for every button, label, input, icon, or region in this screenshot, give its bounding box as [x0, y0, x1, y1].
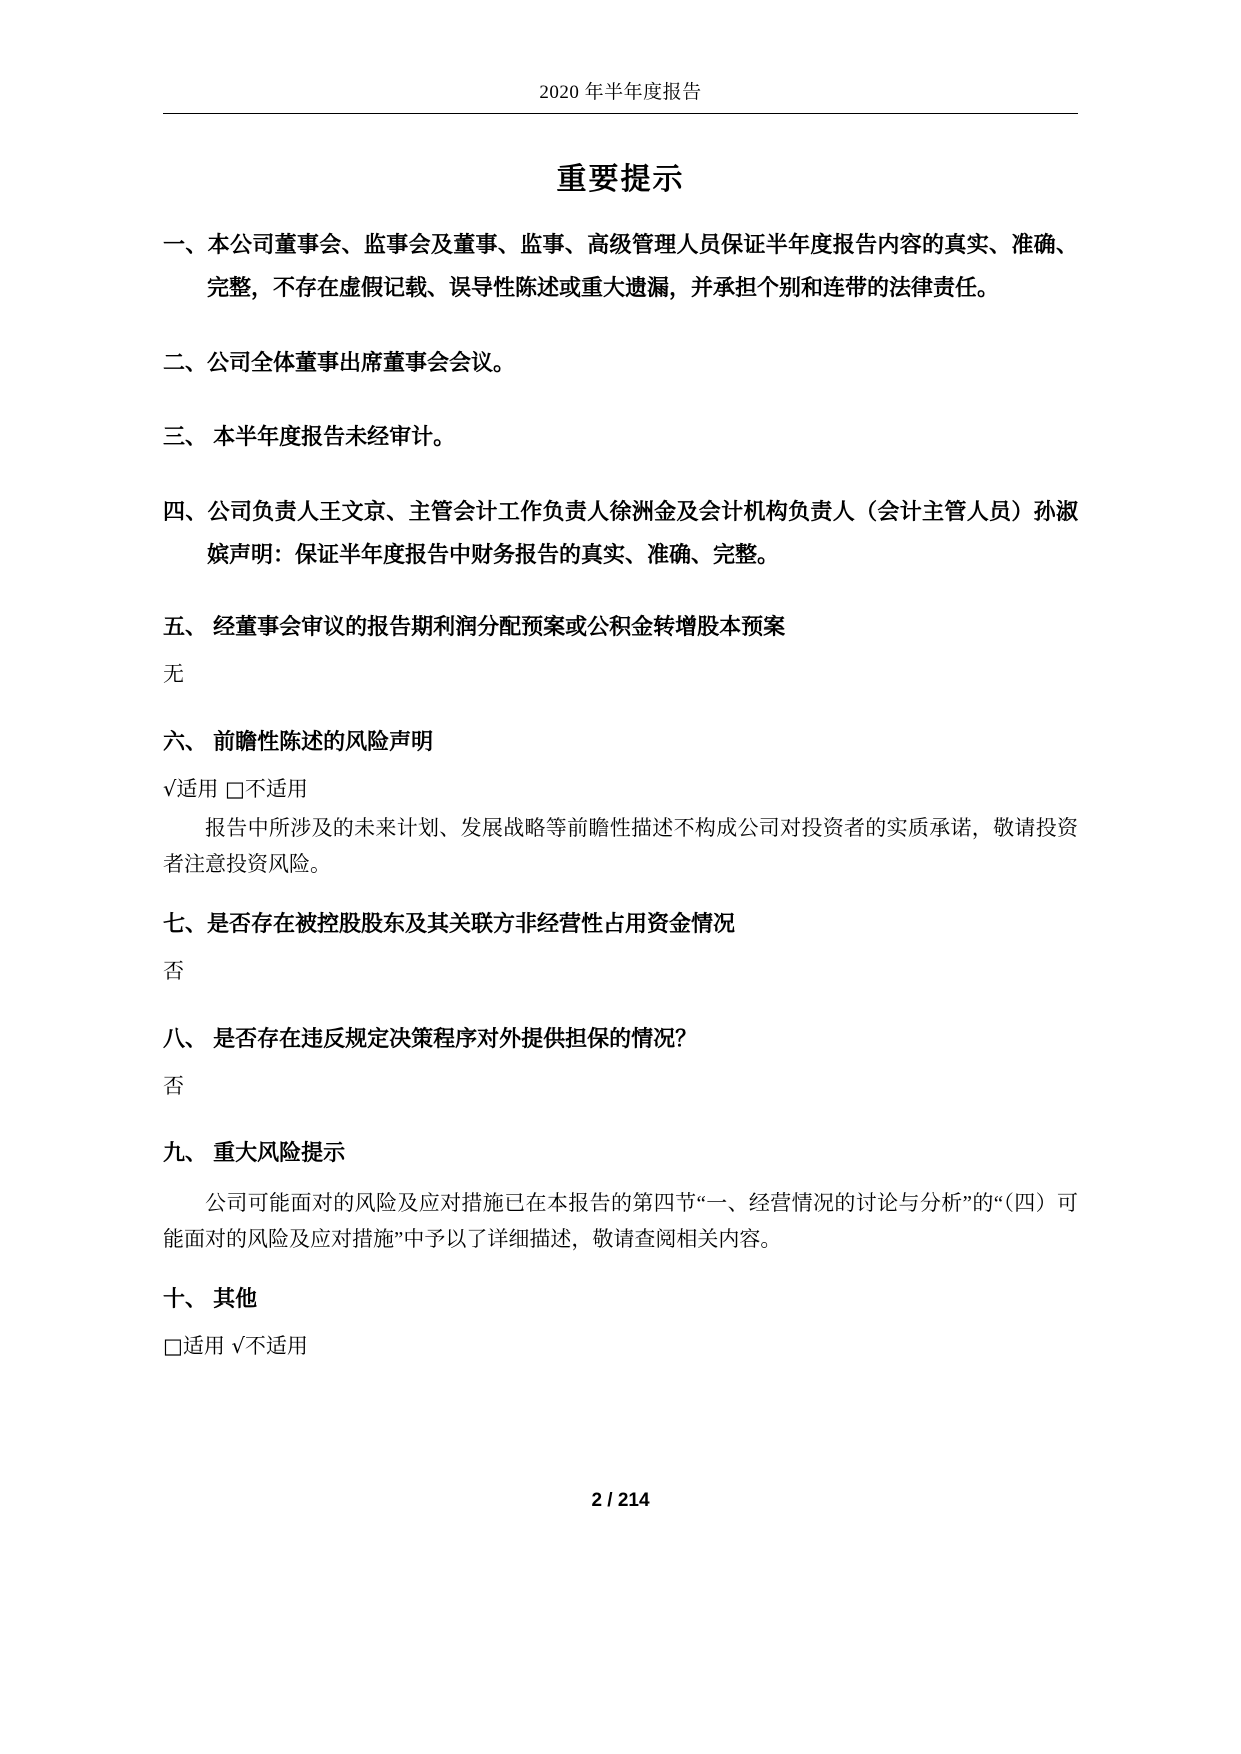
- notice-item-5-heading: 五、 经董事会审议的报告期利润分配预案或公积金转增股本预案: [163, 614, 786, 640]
- notice-item-9-heading: 九、 重大风险提示: [163, 1140, 346, 1166]
- notice-item-4: 四、公司负责人王文京、主管会计工作负责人徐洲金及会计机构负责人（会计主管人员）孙淑嫔声明：保证半年度报告中财务报告的真实、准确、完整。: [163, 499, 1078, 568]
- notice-item-10-options[interactable]: □适用 √不适用: [163, 1334, 308, 1359]
- notice-item-1: 一、本公司董事会、监事会及董事、监事、高级管理人员保证半年度报告内容的真实、准确、完整，不存在虚假记载、误导性陈述或重大遗漏，并承担个别和连带的法律责任。: [163, 231, 1078, 300]
- notice-item-2: 二、公司全体董事出席董事会会议。: [163, 349, 516, 375]
- page-footer: 2 / 214: [591, 1490, 650, 1511]
- notice-item-5-body: 无: [163, 662, 184, 687]
- notice-item-7-heading: 七、是否存在被控股股东及其关联方非经营性占用资金情况: [163, 910, 736, 936]
- notice-item-3: 三、 本半年度报告未经审计。: [163, 424, 456, 450]
- spacer: [163, 406, 1078, 416]
- notice-item-9-body: 公司可能面对的风险及应对措施已在本报告的第四节“一、经营情况的讨论与分析”的“（四）可能面对的风险及应对措施”中予以了详细描述，敬请查阅相关内容。: [163, 1190, 1078, 1251]
- spacer: [163, 599, 1078, 609]
- notice-item-6-heading: 六、 前瞻性陈述的风险声明: [163, 728, 434, 754]
- notice-item-8-body: 否: [163, 1073, 184, 1098]
- running-header: 2020 年半年度报告: [163, 82, 1078, 114]
- page-content: [163, 0, 1078, 1367]
- spacer: [163, 481, 1078, 491]
- notice-item-7-body: 否: [163, 959, 184, 984]
- notice-item-6-body: 报告中所涉及的未来计划、发展战略等前瞻性描述不构成公司对投资者的实质承诺，敬请投资者注意投资风险。: [163, 815, 1078, 876]
- notice-item-10-heading: 十、 其他: [163, 1285, 258, 1311]
- notice-item-6-options[interactable]: √适用 □不适用: [163, 777, 308, 802]
- spacer: [163, 332, 1078, 342]
- spacer: [163, 1011, 1078, 1021]
- notice-item-8-heading: 八、 是否存在违反规定决策程序对外提供担保的情况？: [163, 1025, 698, 1051]
- spacer: [163, 714, 1078, 724]
- spacer: [163, 1125, 1078, 1135]
- page-title: 重要提示: [556, 162, 685, 196]
